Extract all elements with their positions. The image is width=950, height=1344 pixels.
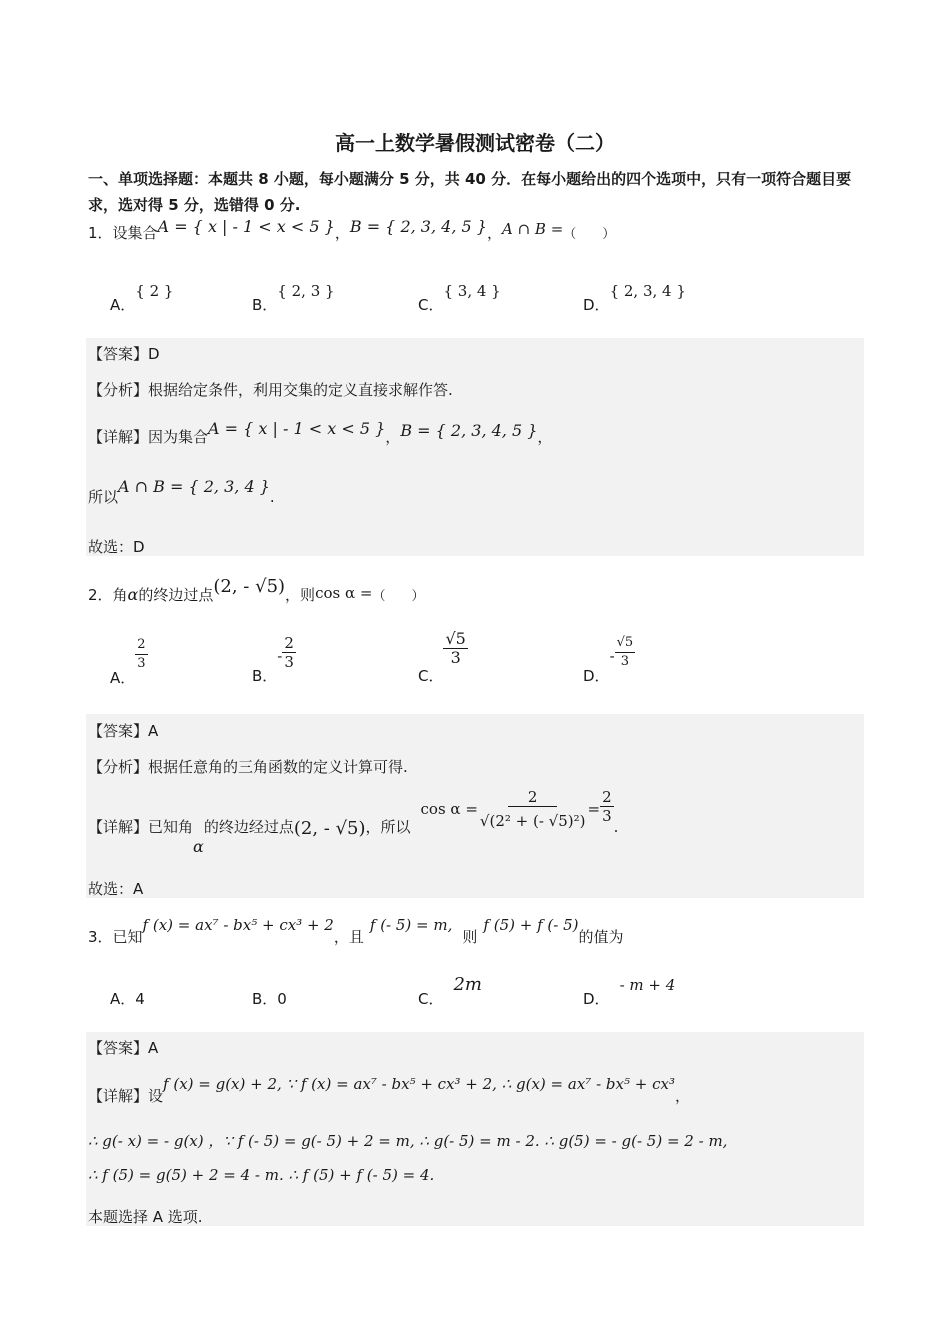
numerator: 2 [602, 788, 612, 806]
q2-paren: （ ） [372, 589, 425, 604]
option-letter: B． [252, 667, 278, 685]
option-letter: B． [252, 990, 278, 1008]
option-fraction [615, 634, 636, 671]
question-3 [88, 916, 624, 947]
q2-option-b [252, 634, 296, 685]
numerator: 2 [508, 788, 558, 807]
detail-result [600, 788, 614, 825]
q2-cos: cos α = [315, 584, 373, 602]
numerator: 2 [284, 634, 294, 652]
option-value: 0 [277, 990, 287, 1008]
q1-option-c [418, 280, 501, 314]
q1-set-a: A = { x | - 1 < x < 5 } [157, 217, 335, 236]
q3-function: f (x) = ax⁷ - bx⁵ + cx³ + 2 [142, 916, 334, 934]
section-heading: 一、单项选择题：本题共 8 小题，每小题满分 5 分，共 40 分．在每小题给出的四个选项中，只有一项符合题目要求，选对得 5 分，选错得 0 分. [88, 170, 852, 214]
detail-eq: = [587, 800, 601, 818]
option-letter: A． [110, 669, 136, 687]
q1-detail [88, 419, 553, 447]
q2-option-a [110, 636, 148, 687]
q1-option-b [252, 280, 335, 314]
numerator: √5 [615, 634, 636, 653]
q3-expression: f (5) + f (- 5) [483, 916, 579, 934]
q2-prefix: 2．角 [88, 586, 128, 604]
detail-cos: cos α = [420, 800, 478, 818]
q3-choose: 本题选择 A 选项. [88, 1208, 203, 1226]
q1-choose: 故选：D [88, 538, 145, 556]
option-value: 2m [453, 974, 483, 995]
q1-ask: A ∩ B = [501, 220, 564, 238]
q1-sep-2: ， [486, 224, 502, 242]
q2-analysis: 【分析】根据任意角的三角函数的定义计算可得. [88, 758, 408, 776]
question-1 [88, 217, 616, 243]
numerator: 2 [135, 636, 147, 655]
q3-option-a [110, 988, 145, 1009]
so-end: . [269, 488, 275, 506]
denominator: 3 [137, 656, 146, 671]
option-sign: - [277, 647, 283, 665]
detail-set-b: B = { 2, 3, 4, 5 } [400, 421, 538, 440]
q3-solution-box [86, 1032, 864, 1226]
q1-option-d [583, 280, 686, 314]
q3-prefix: 3．已知 [88, 928, 143, 946]
q2-alpha: α [127, 585, 139, 604]
q1-paren: （ ） [563, 227, 616, 242]
detail-sep: ， [385, 428, 401, 446]
q1-sep: ， [334, 224, 350, 242]
option-letter: D． [583, 990, 610, 1008]
option-letter: D． [583, 296, 610, 314]
detail-sep-2: ， [537, 428, 553, 446]
q3-detail-line-1 [88, 1075, 690, 1106]
q3-condition: f (- 5) = m, [369, 916, 453, 934]
option-value: 4 [135, 990, 145, 1008]
so-expression: A ∩ B = { 2, 3, 4 } [118, 477, 270, 496]
so-label: 所以 [88, 488, 119, 506]
denominator: √(2² + (- √5)²) [479, 812, 586, 830]
detail-label: 【详解】已知角 [88, 818, 194, 836]
option-letter: C． [418, 990, 444, 1008]
q3-detail-line-3: ∴ f (5) = g(5) + 2 = 4 - m. ∴ f (5) + f (- 5) = 4. [88, 1166, 435, 1184]
q2-point: (2, - √5) [213, 576, 286, 597]
q2-option-c [418, 629, 468, 685]
detail-mid: 的终边经过点 [203, 818, 294, 836]
detail-label: 【详解】设 [88, 1087, 164, 1105]
denominator: 3 [620, 654, 630, 669]
option-value: { 2, 3 } [277, 282, 335, 300]
q1-solution-box [86, 338, 864, 556]
detail-so: ，所以 [365, 818, 411, 836]
q3-detail-line-2: ∴ g(- x) = - g(x) ，∵ f (- 5) = g(- 5) + 2 = m, ∴ g(- 5) = m - 2. ∴ g(5) = - g(- 5) = 2 - m, [88, 1132, 728, 1150]
option-letter: B． [252, 296, 278, 314]
option-letter: A． [110, 296, 136, 314]
q2-answer: 【答案】A [88, 722, 159, 740]
option-fraction [282, 634, 296, 671]
q2-choose: 故选：A [88, 880, 144, 898]
q1-analysis: 【分析】根据给定条件，利用交集的定义直接求解作答. [88, 381, 453, 399]
option-value: - m + 4 [619, 976, 676, 994]
q3-option-b [252, 988, 287, 1009]
detail-expression: f (x) = g(x) + 2, ∵ f (x) = ax⁷ - bx⁵ + cx³ + 2, ∴ g(x) = ax⁷ - bx⁵ + cx³ [163, 1075, 675, 1093]
q2-mid: 的终边过点 [138, 586, 214, 604]
detail-alpha: α [193, 837, 204, 856]
denominator: 3 [602, 807, 612, 825]
detail-point: (2, - √5) [293, 818, 366, 839]
q1-set-b: B = { 2, 3, 4, 5 } [349, 217, 487, 236]
q1-prefix: 1．设集合 [88, 224, 158, 242]
page-title: 高一上数学暑假测试密卷（二） [335, 131, 615, 155]
option-fraction [443, 630, 467, 667]
q3-ask: 的值为 [578, 928, 624, 946]
option-sign: - [609, 647, 615, 665]
q1-answer: 【答案】D [88, 345, 160, 363]
q1-so [88, 477, 275, 507]
option-letter: D． [583, 667, 610, 685]
q3-and: ，且 [333, 928, 364, 946]
option-value: { 2 } [135, 282, 174, 300]
denominator: 3 [450, 648, 461, 667]
q1-option-a [110, 280, 174, 314]
q3-answer: 【答案】A [88, 1039, 159, 1057]
option-value: { 3, 4 } [443, 282, 501, 300]
q3-option-c [418, 974, 483, 1008]
numerator: √5 [445, 629, 466, 648]
detail-label: 【详解】因为集合 [88, 428, 209, 446]
detail-fraction [478, 788, 588, 835]
question-2 [88, 576, 425, 605]
detail-end: ， [674, 1087, 690, 1105]
detail-set-a: A = { x | - 1 < x < 5 } [208, 419, 386, 438]
option-letter: A． [110, 990, 136, 1008]
detail-end: . [613, 818, 619, 836]
q2-detail [88, 788, 619, 856]
option-fraction [135, 636, 147, 673]
q2-then: ，则 [285, 586, 316, 604]
q3-then: 则 [462, 928, 478, 946]
option-letter: C． [418, 667, 444, 685]
option-value: { 2, 3, 4 } [609, 282, 686, 300]
q3-option-d [583, 974, 676, 1008]
q2-option-d [583, 634, 635, 685]
option-letter: C． [418, 296, 444, 314]
denominator: 3 [284, 653, 294, 671]
